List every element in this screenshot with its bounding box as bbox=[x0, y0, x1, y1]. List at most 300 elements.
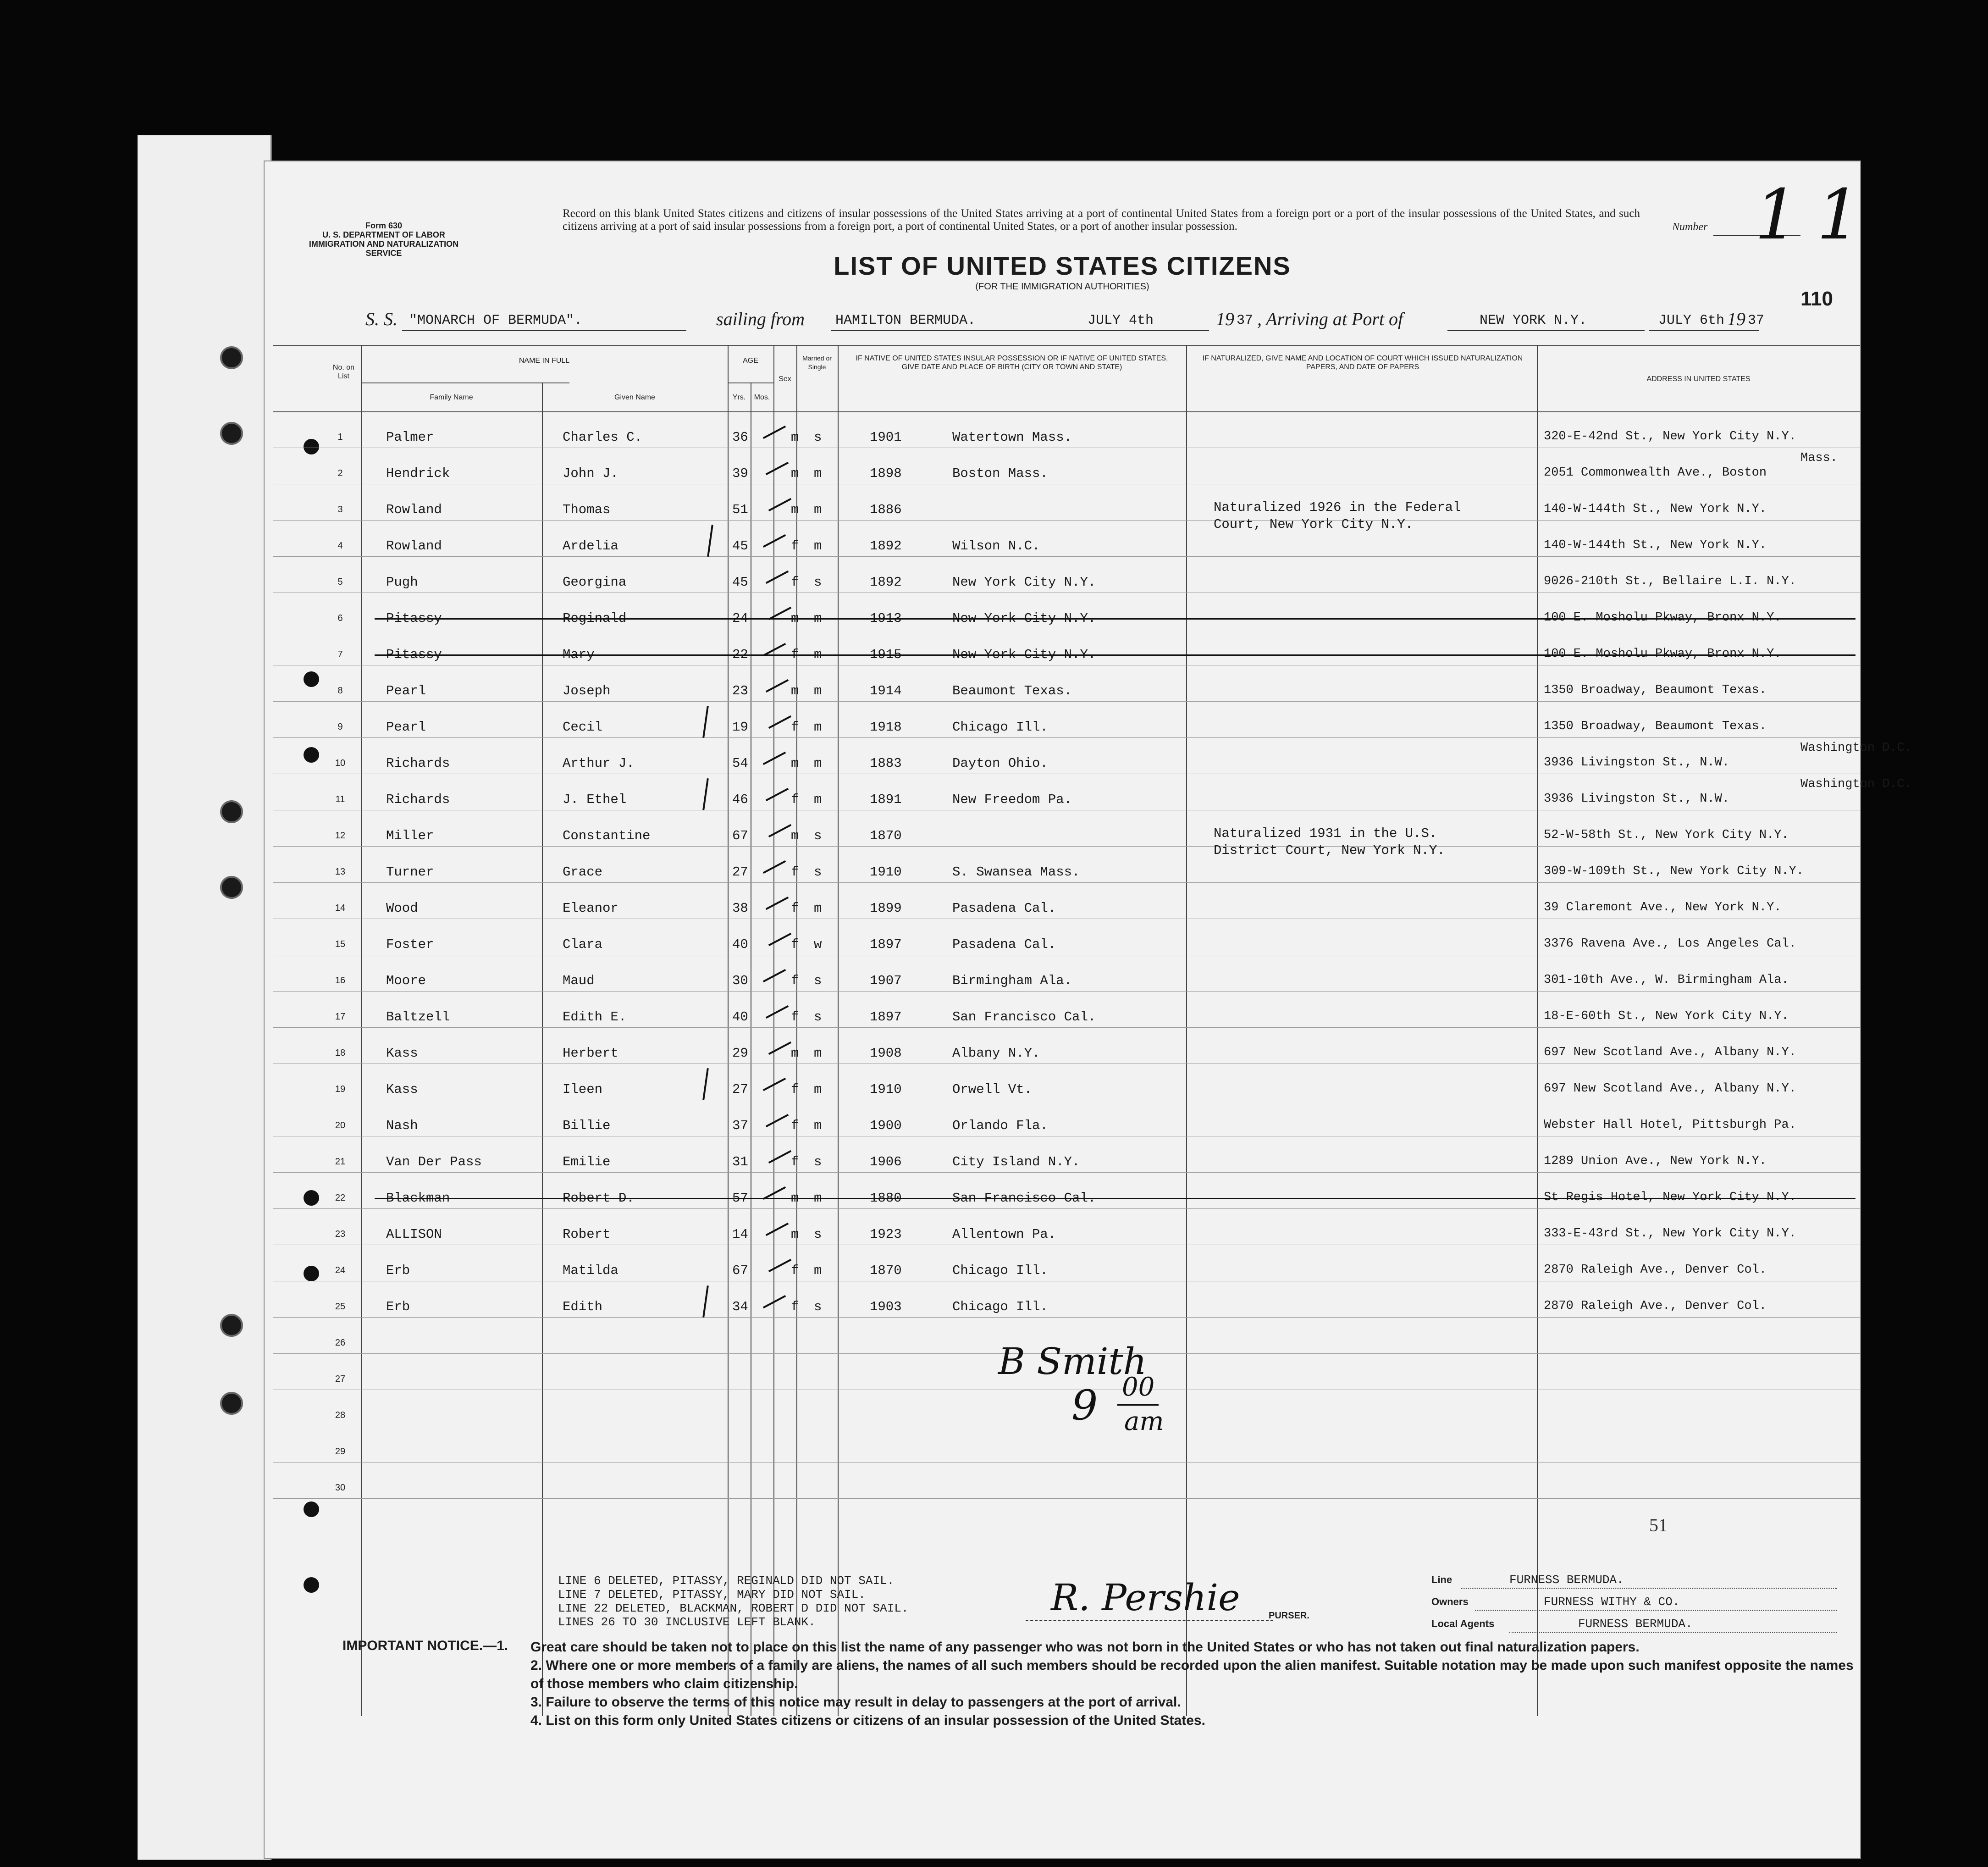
birth-year: 1914 bbox=[870, 683, 902, 698]
binder-hole bbox=[220, 876, 243, 899]
marital-status: m bbox=[814, 720, 822, 735]
age-years: 19 bbox=[732, 720, 748, 735]
marital-status: s bbox=[814, 1299, 822, 1314]
birth-year: 1891 bbox=[870, 792, 902, 807]
sex: m bbox=[791, 611, 799, 626]
address: 320-E-42nd St., New York City N.Y. bbox=[1544, 430, 1796, 443]
given-name: Herbert bbox=[563, 1046, 618, 1061]
birth-place: Wilson N.C. bbox=[952, 538, 1040, 554]
line-label: Line bbox=[1431, 1574, 1452, 1585]
header-family-name: Family Name bbox=[430, 393, 473, 401]
marital-status: s bbox=[814, 828, 822, 843]
arriving-label: , Arriving at Port of bbox=[1257, 309, 1403, 329]
margin-mark bbox=[702, 778, 709, 810]
stamp-number: 51 bbox=[1649, 1515, 1668, 1535]
birth-place: Boston Mass. bbox=[952, 466, 1048, 481]
birth-place: Chicago Ill. bbox=[952, 1299, 1048, 1314]
birth-year: 1899 bbox=[870, 901, 902, 916]
family-name: Pearl bbox=[386, 683, 426, 698]
header-given-name: Given Name bbox=[614, 393, 655, 401]
col-rule bbox=[838, 345, 839, 1716]
address: 3936 Livingston St., N.W. bbox=[1544, 792, 1730, 806]
margin-mark bbox=[702, 706, 709, 738]
header-age: AGE bbox=[743, 357, 758, 365]
sex: f bbox=[791, 937, 799, 952]
given-name: Joseph bbox=[563, 683, 611, 698]
marital-status: m bbox=[814, 901, 822, 916]
given-name: Charles C. bbox=[563, 430, 643, 445]
sex: f bbox=[791, 1082, 799, 1097]
naturalization-note-2: District Court, New York N.Y. bbox=[1214, 843, 1445, 858]
given-name: Cecil bbox=[563, 720, 603, 735]
marital-status: m bbox=[814, 1082, 822, 1097]
family-name: Rowland bbox=[386, 538, 442, 554]
family-name: Wood bbox=[386, 901, 418, 916]
age-years: 22 bbox=[732, 647, 748, 662]
header-no: No. on List bbox=[332, 364, 355, 380]
sex: m bbox=[791, 430, 799, 445]
binder-hole bbox=[220, 800, 243, 823]
header-yrs: Yrs. bbox=[732, 393, 746, 401]
birth-place: S. Swansea Mass. bbox=[952, 864, 1080, 880]
naturalization-note: Naturalized 1926 in the Federal bbox=[1214, 500, 1461, 515]
binder-hole bbox=[220, 422, 243, 445]
check-mark bbox=[768, 933, 791, 946]
given-name: J. Ethel bbox=[563, 792, 627, 807]
birth-place: Allentown Pa. bbox=[952, 1227, 1056, 1242]
birth-place: San Francisco Cal. bbox=[952, 1191, 1096, 1206]
strikethrough-line bbox=[375, 654, 1855, 656]
sex: f bbox=[791, 1009, 799, 1025]
address: 309-W-109th St., New York City N.Y. bbox=[1544, 864, 1804, 878]
sex: f bbox=[791, 1299, 799, 1314]
address: 52-W-58th St., New York City N.Y. bbox=[1544, 828, 1789, 842]
check-mark bbox=[768, 715, 791, 729]
given-name: Robert bbox=[563, 1227, 611, 1242]
sex: m bbox=[791, 828, 799, 843]
address: 2870 Raleigh Ave., Denver Col. bbox=[1544, 1299, 1767, 1313]
birth-year: 1886 bbox=[870, 502, 902, 517]
birth-year: 1880 bbox=[870, 1191, 902, 1206]
punch-hole bbox=[304, 439, 319, 454]
sex: m bbox=[791, 683, 799, 698]
given-name: Robert D. bbox=[563, 1191, 635, 1206]
marital-status: m bbox=[814, 538, 822, 554]
line-number: 22 bbox=[335, 1193, 346, 1203]
purser-signature: R. Pershie bbox=[1051, 1576, 1240, 1619]
marital-status: s bbox=[814, 1009, 822, 1025]
age-years: 40 bbox=[732, 1009, 748, 1025]
punch-hole bbox=[304, 671, 319, 687]
naturalization-note-2: Court, New York City N.Y. bbox=[1214, 517, 1414, 532]
punch-hole bbox=[304, 1577, 319, 1593]
family-name: ALLISON bbox=[386, 1227, 442, 1242]
birth-place: New York City N.Y. bbox=[952, 611, 1096, 626]
given-name: Emilie bbox=[563, 1154, 611, 1169]
check-mark bbox=[766, 1005, 789, 1019]
family-name: Erb bbox=[386, 1299, 410, 1314]
sex: f bbox=[791, 1118, 799, 1133]
line-number: 29 bbox=[335, 1446, 346, 1457]
address: 2051 Commonwealth Ave., Boston bbox=[1544, 466, 1767, 480]
address: 140-W-144th St., New York N.Y. bbox=[1544, 502, 1767, 516]
sex: f bbox=[791, 1263, 799, 1278]
marital-status: m bbox=[814, 683, 822, 698]
line-number: 14 bbox=[335, 903, 346, 913]
line-number: 12 bbox=[335, 831, 346, 841]
line-number: 28 bbox=[335, 1410, 346, 1420]
departure-port: HAMILTON BERMUDA. bbox=[835, 313, 976, 328]
birth-place: City Island N.Y. bbox=[952, 1154, 1080, 1169]
arrival-year-prefix: 19 bbox=[1727, 309, 1745, 329]
birth-year: 1903 bbox=[870, 1299, 902, 1314]
check-mark bbox=[766, 1223, 789, 1236]
birth-year: 1897 bbox=[870, 937, 902, 952]
line-number: 6 bbox=[337, 613, 343, 623]
birth-place: Birmingham Ala. bbox=[952, 973, 1072, 988]
birth-place: New Freedom Pa. bbox=[952, 792, 1072, 807]
birth-year: 1901 bbox=[870, 430, 902, 445]
age-years: 46 bbox=[732, 792, 748, 807]
birth-year: 1910 bbox=[870, 864, 902, 880]
check-mark bbox=[766, 788, 789, 801]
underlying-page bbox=[138, 135, 272, 1860]
birth-year: 1906 bbox=[870, 1154, 902, 1169]
header-birth: IF NATIVE OF UNITED STATES INSULAR POSSESSION OR IF NATIVE OF UNITED STATES, GIVE DATE AND PLACE OF BIRTH (CITY OR TOWN AND STATE) bbox=[856, 355, 1168, 371]
sex: f bbox=[791, 864, 799, 880]
check-mark bbox=[763, 1078, 786, 1091]
given-name: John J. bbox=[563, 466, 618, 481]
check-mark bbox=[763, 860, 786, 874]
departure-year-prefix: 19 bbox=[1216, 309, 1234, 329]
arrival-date: JULY 6th bbox=[1658, 313, 1725, 328]
age-years: 31 bbox=[732, 1154, 748, 1169]
address: 18-E-60th St., New York City N.Y. bbox=[1544, 1009, 1789, 1023]
address: 2870 Raleigh Ave., Denver Col. bbox=[1544, 1263, 1767, 1277]
check-mark bbox=[768, 498, 791, 511]
row-rule bbox=[273, 1172, 1860, 1173]
address: St Regis Hotel, New York City N.Y. bbox=[1544, 1191, 1796, 1204]
marital-status: s bbox=[814, 864, 822, 880]
line-number: 26 bbox=[335, 1338, 346, 1348]
arrival-port: NEW YORK N.Y. bbox=[1480, 313, 1587, 328]
margin-mark bbox=[707, 525, 713, 557]
address: 100 E. Mosholu Pkway, Bronx N.Y. bbox=[1544, 647, 1782, 661]
row-rule bbox=[273, 556, 1860, 557]
line-number: 15 bbox=[335, 939, 346, 949]
line-number: 23 bbox=[335, 1229, 346, 1239]
departure-blank bbox=[831, 330, 1083, 331]
ship-blank bbox=[402, 330, 686, 331]
agents-blank bbox=[1509, 1632, 1837, 1633]
birth-place: Dayton Ohio. bbox=[952, 756, 1048, 771]
binder-hole bbox=[220, 346, 243, 369]
birth-year: 1915 bbox=[870, 647, 902, 662]
row-rule bbox=[273, 1027, 1860, 1028]
given-name: Matilda bbox=[563, 1263, 618, 1278]
sex: f bbox=[791, 1154, 799, 1169]
age-years: 45 bbox=[732, 538, 748, 554]
age-years: 54 bbox=[732, 756, 748, 771]
birth-year: 1907 bbox=[870, 973, 902, 988]
departure-date-blank bbox=[1081, 330, 1209, 331]
family-name: Kass bbox=[386, 1046, 418, 1061]
row-rule bbox=[273, 1462, 1860, 1463]
sailing-label: sailing from bbox=[716, 309, 805, 329]
line-number: 5 bbox=[337, 577, 343, 587]
page-title: LIST OF UNITED STATES CITIZENS bbox=[834, 251, 1291, 280]
line-number: 20 bbox=[335, 1120, 346, 1130]
sex: m bbox=[791, 1227, 799, 1242]
age-years: 67 bbox=[732, 828, 748, 843]
given-name: Eleanor bbox=[563, 901, 618, 916]
notice-item-2: 2. Where one or more members of a family are aliens, the names of all such members should be recorded upon the alien manifest. Suitable notation may be made upon such manifest opposite the names of those members who claim citizenship. bbox=[530, 1658, 1854, 1691]
notice-heading: IMPORTANT NOTICE.—1. bbox=[342, 1638, 508, 1653]
birth-place: San Francisco Cal. bbox=[952, 1009, 1096, 1025]
sex: f bbox=[791, 973, 799, 988]
notice-item-3: 3. Failure to observe the terms of this notice may result in delay to passengers at the port of arrival. bbox=[530, 1695, 1181, 1710]
sex: m bbox=[791, 1191, 799, 1206]
arrival-port-blank bbox=[1447, 330, 1645, 331]
sex: f bbox=[791, 647, 799, 662]
address: 1289 Union Ave., New York N.Y. bbox=[1544, 1154, 1767, 1168]
address: 333-E-43rd St., New York City N.Y. bbox=[1544, 1227, 1796, 1241]
name-subheader-rule bbox=[361, 382, 569, 383]
address-continued: Washington D.C. bbox=[1800, 741, 1912, 755]
header-naturalized: IF NATURALIZED, GIVE NAME AND LOCATION OF COURT WHICH ISSUED NATURALIZATION PAPERS, AND DATE OF PAPERS bbox=[1202, 355, 1523, 371]
col-rule bbox=[542, 382, 543, 1716]
line-number: 1 bbox=[337, 432, 343, 442]
line-number: 2 bbox=[337, 468, 343, 478]
header-sex: Sex bbox=[779, 375, 791, 383]
marital-status: m bbox=[814, 1263, 822, 1278]
binder-hole bbox=[220, 1392, 243, 1415]
check-mark bbox=[766, 571, 789, 584]
purser-signature-line bbox=[1026, 1620, 1273, 1621]
row-rule bbox=[273, 1317, 1860, 1318]
address: 301-10th Ave., W. Birmingham Ala. bbox=[1544, 973, 1789, 987]
given-name: Reginald bbox=[563, 611, 627, 626]
birth-place: Chicago Ill. bbox=[952, 1263, 1048, 1278]
page-number: 110 bbox=[1800, 288, 1833, 310]
line-number: 18 bbox=[335, 1048, 346, 1058]
family-name: Pitassy bbox=[386, 647, 442, 662]
birth-year: 1923 bbox=[870, 1227, 902, 1242]
punch-hole bbox=[304, 1266, 319, 1281]
page-subtitle: (FOR THE IMMIGRATION AUTHORITIES) bbox=[975, 282, 1149, 292]
birth-year: 1870 bbox=[870, 828, 902, 843]
owners-label: Owners bbox=[1431, 1596, 1469, 1607]
age-years: 30 bbox=[732, 973, 748, 988]
given-name: Grace bbox=[563, 864, 603, 880]
birth-place: Pasadena Cal. bbox=[952, 937, 1056, 952]
given-name: Maud bbox=[563, 973, 595, 988]
family-name: Hendrick bbox=[386, 466, 450, 481]
given-name: Constantine bbox=[563, 828, 651, 843]
sex: m bbox=[791, 502, 799, 517]
strikethrough-line bbox=[375, 1198, 1855, 1199]
address: 9026-210th St., Bellaire L.I. N.Y. bbox=[1544, 575, 1796, 588]
col-rule bbox=[1186, 345, 1187, 1716]
line-number: 25 bbox=[335, 1302, 346, 1312]
col-rule bbox=[728, 345, 729, 1716]
address: 697 New Scotland Ave., Albany N.Y. bbox=[1544, 1046, 1796, 1059]
address: 100 E. Mosholu Pkway, Bronx N.Y. bbox=[1544, 611, 1782, 625]
family-name: Nash bbox=[386, 1118, 418, 1133]
check-mark bbox=[766, 897, 789, 910]
age-years: 51 bbox=[732, 502, 748, 517]
address: 1350 Broadway, Beaumont Texas. bbox=[1544, 720, 1767, 733]
birth-year: 1870 bbox=[870, 1263, 902, 1278]
line-number: 21 bbox=[335, 1157, 346, 1167]
line-value: FURNESS BERMUDA. bbox=[1509, 1573, 1624, 1587]
binder-hole bbox=[220, 1314, 243, 1337]
strikethrough-line bbox=[375, 618, 1855, 620]
birth-year: 1883 bbox=[870, 756, 902, 771]
sex: f bbox=[791, 538, 799, 554]
family-name: Richards bbox=[386, 756, 450, 771]
sex: f bbox=[791, 901, 799, 916]
birth-place: Chicago Ill. bbox=[952, 720, 1048, 735]
agents-label: Local Agents bbox=[1431, 1618, 1495, 1629]
address: 1350 Broadway, Beaumont Texas. bbox=[1544, 683, 1767, 697]
family-name: Foster bbox=[386, 937, 434, 952]
line-number: 17 bbox=[335, 1012, 346, 1022]
line-number: 3 bbox=[337, 504, 343, 515]
check-mark bbox=[766, 679, 789, 693]
line-number: 8 bbox=[337, 686, 343, 696]
age-years: 40 bbox=[732, 937, 748, 952]
given-name: Georgina bbox=[563, 575, 627, 590]
given-name: Edith E. bbox=[563, 1009, 627, 1025]
age-years: 24 bbox=[732, 611, 748, 626]
row-rule bbox=[273, 882, 1860, 883]
birth-year: 1898 bbox=[870, 466, 902, 481]
family-name: Erb bbox=[386, 1263, 410, 1278]
arrival-year: 37 bbox=[1748, 313, 1765, 328]
table-header-rule bbox=[273, 411, 1860, 412]
naturalization-note: Naturalized 1931 in the U.S. bbox=[1214, 826, 1437, 841]
header-mos: Mos. bbox=[754, 393, 770, 401]
birth-place: Orwell Vt. bbox=[952, 1082, 1033, 1097]
family-name: Blackman bbox=[386, 1191, 450, 1206]
given-name: Thomas bbox=[563, 502, 611, 517]
birth-place: Watertown Mass. bbox=[952, 430, 1072, 445]
marital-status: m bbox=[814, 1118, 822, 1133]
marital-status: m bbox=[814, 466, 822, 481]
check-mark bbox=[766, 462, 789, 475]
marital-status: m bbox=[814, 502, 822, 517]
birth-year: 1910 bbox=[870, 1082, 902, 1097]
family-name: Pugh bbox=[386, 575, 418, 590]
list-number: 11 bbox=[1755, 175, 1879, 255]
family-name: Pearl bbox=[386, 720, 426, 735]
header-address: ADDRESS IN UNITED STATES bbox=[1646, 375, 1751, 383]
marital-status: m bbox=[814, 1191, 822, 1206]
birth-place: Beaumont Texas. bbox=[952, 683, 1072, 698]
marital-status: w bbox=[814, 937, 822, 952]
given-name: Clara bbox=[563, 937, 603, 952]
owners-blank bbox=[1475, 1610, 1837, 1611]
age-years: 37 bbox=[732, 1118, 748, 1133]
record-instruction: Record on this blank United States citizens and citizens of insular possessions of the United States arriving at a port of continental United States from a foreign port or a port of the insular possessions of the United States, and such citizens arriving at a port of said insular possessions from a foreign port, a port of continental United States, or a port of another insular possession. bbox=[563, 207, 1640, 233]
departure-date: JULY 4th bbox=[1088, 313, 1154, 328]
given-name: Mary bbox=[563, 647, 595, 662]
family-name: Turner bbox=[386, 864, 434, 880]
check-mark bbox=[768, 1259, 791, 1272]
age-years: 14 bbox=[732, 1227, 748, 1242]
marital-status: s bbox=[814, 973, 822, 988]
line-number: 9 bbox=[337, 722, 343, 732]
family-name: Rowland bbox=[386, 502, 442, 517]
age-years: 45 bbox=[732, 575, 748, 590]
age-years: 23 bbox=[732, 683, 748, 698]
given-name: Ileen bbox=[563, 1082, 603, 1097]
given-name: Edith bbox=[563, 1299, 603, 1314]
marital-status: m bbox=[814, 647, 822, 662]
ship-name: "MONARCH OF BERMUDA". bbox=[409, 313, 583, 328]
marital-status: m bbox=[814, 611, 822, 626]
check-mark bbox=[768, 1042, 791, 1055]
margin-mark bbox=[702, 1068, 709, 1100]
col-rule bbox=[1537, 345, 1538, 1716]
number-label: Number bbox=[1672, 221, 1708, 233]
age-years: 57 bbox=[732, 1191, 748, 1206]
header-married: Married or Single bbox=[802, 355, 832, 371]
birth-place: Pasadena Cal. bbox=[952, 901, 1056, 916]
margin-mark bbox=[702, 1285, 709, 1318]
address-continued: Washington D.C. bbox=[1800, 777, 1912, 791]
age-years: 36 bbox=[732, 430, 748, 445]
line-number: 4 bbox=[337, 541, 343, 551]
line-number: 19 bbox=[335, 1084, 346, 1094]
owners-value: FURNESS WITHY & CO. bbox=[1544, 1595, 1680, 1609]
line-number: 30 bbox=[335, 1483, 346, 1493]
agents-value: FURNESS BERMUDA. bbox=[1578, 1617, 1693, 1631]
notice-item-1: Great care should be taken not to place on this list the name of any passenger who was not born in the United States or who has not taken out final naturalization papers. bbox=[530, 1640, 1640, 1655]
check-mark bbox=[763, 752, 786, 765]
address: Webster Hall Hotel, Pittsburgh Pa. bbox=[1544, 1118, 1796, 1132]
age-years: 34 bbox=[732, 1299, 748, 1314]
handwritten-hour: 9 bbox=[1071, 1381, 1098, 1429]
check-mark bbox=[768, 1150, 791, 1163]
line-number: 10 bbox=[335, 758, 346, 768]
sex: m bbox=[791, 756, 799, 771]
age-years: 39 bbox=[732, 466, 748, 481]
row-rule bbox=[273, 991, 1860, 992]
sex: f bbox=[791, 720, 799, 735]
row-rule bbox=[273, 1208, 1860, 1209]
marital-status: m bbox=[814, 1046, 822, 1061]
col-rule bbox=[773, 345, 774, 1716]
header-name-in-full: NAME IN FULL bbox=[519, 357, 570, 365]
punch-hole bbox=[304, 747, 319, 763]
handwritten-ampm: am bbox=[1124, 1407, 1164, 1436]
family-name: Kass bbox=[386, 1082, 418, 1097]
sex: f bbox=[791, 575, 799, 590]
marital-status: s bbox=[814, 430, 822, 445]
birth-place: Albany N.Y. bbox=[952, 1046, 1040, 1061]
birth-year: 1918 bbox=[870, 720, 902, 735]
birth-place: Orlando Fla. bbox=[952, 1118, 1048, 1133]
departure-year: 37 bbox=[1237, 313, 1254, 328]
family-name: Moore bbox=[386, 973, 426, 988]
birth-year: 1908 bbox=[870, 1046, 902, 1061]
check-mark bbox=[766, 1114, 789, 1127]
marital-status: s bbox=[814, 1154, 822, 1169]
birth-year: 1900 bbox=[870, 1118, 902, 1133]
col-rule bbox=[361, 345, 362, 1716]
